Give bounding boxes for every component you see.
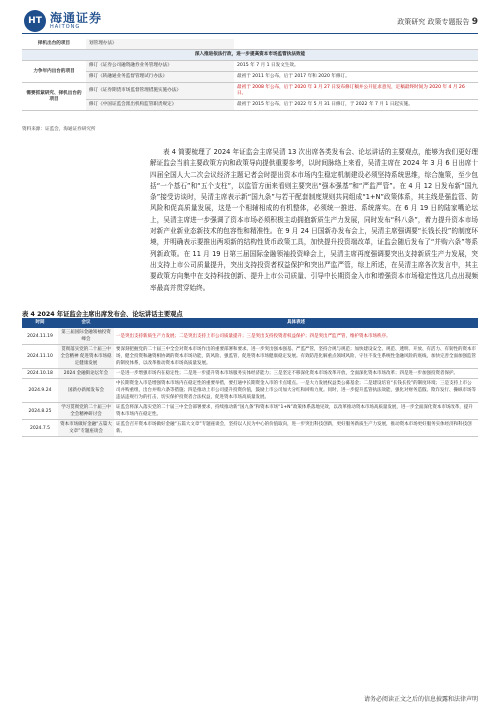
footer-disclaimer: 请务必阅读正文之后的信息披露和法律声明: [363, 696, 478, 703]
row-meeting: 第三届国际金融领袖投资峰会: [58, 328, 114, 345]
table-row: [22, 39, 478, 50]
section-row: [22, 50, 478, 61]
logo-cn: 海通证券: [50, 11, 103, 25]
row-label: 择机出台的项目: [22, 39, 86, 50]
category-label: 政策研究 政策专题报告: [397, 18, 470, 26]
row-date: 2024.11.19: [22, 328, 58, 345]
table-row: [22, 369, 478, 379]
row-date: 2024.10.18: [22, 369, 58, 379]
body-paragraph: 表 4 简要梳理了 2024 年证监会主席吴清 13 次出席各类发布会、论坛讲话的主要观点，能够为我们更好理解证监会当前主要政策方向和政策导向提供重要参考，以时间脉络上来看，吴清主席在 2024 年 3 月 6 日出席十四届全国人大二次会议经济主题记者会时提出资本市场内生稳定机制建设必须坚持系统思维，综合施策，至少包括“一个基石”和“五个支柱”，以监管方面来看则主要突出“强本强基”和“严监严管”。在 4 月 12 日发布新“国九条”接受访谈时，吴清主席表示新“国九条”与若干配套制度规则共同组成“1+N”政策体系，其主线是强监管、防风险和促高质量发展，这是一个相辅相成的有机整体，必须统一推进、系统落实。在 6 月 19 日的陆家嘴论坛上，吴清主席进一步强调了资本市场必须积极主动拥抱新质生产力发展，同时发布“科八条”，着力提升资本市场对新产业新业态新技术的包容性和精准性。在 9 月 24 日国新办发布会上，吴清主席强调要“长钱长投”的制度环境，并明确表示要推出两项新的结构性货币政策工具，加快提升投资端改革，证监会随后发布了“并购六条”等系列新政策。在 11 月 19 日第三届国际金融领袖投资峰会上，吴清主席再度强调要突出支持新质生产力发展，突出支持上市公司质量提升，突出支持投资者权益保护和突出严监严管，综上所述，在吴清主席各次发言中，其主要政策方向集中在支持科技创新、提升上市公司质量、引导中长期资金入市和增强资本市场稳定性这几点出现频率最高并贯穿始终。: [150, 148, 478, 292]
row-meeting: 贯彻落实党的二十届三中全会精神 促进资本市场稳定健康发展: [58, 345, 114, 369]
page-number: 9: [471, 17, 478, 27]
row-item: 划管理办法》: [86, 39, 234, 50]
logo: [24, 10, 102, 32]
table-row: [22, 72, 478, 83]
row-date: 2024.8.25: [22, 403, 58, 420]
page-header: [0, 0, 500, 40]
row-detail: 最初于 2011 年公布，后于 2017 年和 2020 年修订。: [234, 72, 478, 83]
row-text: 要深刻把握党的二十届三中全会对资本市场作出的重要部署和要求。进一步突出强本强基、严监严管，坚持合规与规范；加快建设安全、规范、透明、开放、有活力、有韧性的资本市场，健全投资和融资相协调的资本市场功能，防风险、强监管，促进资本市场健康稳定发展。有效防范化解重点领域风险，守住不发生系统性金融风险的底线，加快完善全面加强监管的制度体系，以改革推动资本市场高质量发展。: [114, 345, 478, 369]
table-caption: 表 4 2024 年证监会主席出席发布会、论坛讲话主要观点: [22, 311, 183, 318]
table-row: [22, 83, 478, 100]
logo-icon: HT: [24, 10, 46, 32]
row-item: 修订《转融通业务监督管理试行办法》: [86, 72, 234, 83]
table-row: [22, 328, 478, 345]
row-item: 修订《证券公司融资融券业务管理办法》: [86, 61, 234, 72]
row-meeting: 国新办新闻发布会: [58, 379, 114, 403]
table-source: 资料来源：证监会，海通证券研究所: [22, 127, 96, 132]
regulation-table: [22, 39, 478, 111]
row-meeting: 学习贯彻党的二十届三中全会精神研讨会: [58, 403, 114, 420]
row-item: 修订《证券期货市场监督管理措施实施办法》: [86, 83, 234, 100]
header-divider: [22, 33, 478, 34]
row-date: 2024.9.24: [22, 379, 58, 403]
row-detail: 最初于 2015 年公布，后于 2022 年 5 月 31 日修订，于 2022 年 7 月 1 日起实施。: [234, 100, 478, 111]
row-detail: 最初于 2008 年公布，后于 2020 年 3 月 27 日发布修订稿并公开征求意见，定稿最终时间为 2020 年 4 月 26 日。: [234, 83, 478, 100]
row-text: 证监会召开资本市场做好金融“五篇大文章”专题座谈会，坚持以人民为中心的价值取向，进一步突出科技创新，更好服务新质生产力发展，推动资本市场更好服务实体经济和科技创新。: [114, 420, 478, 437]
col-header-date: 时间: [22, 318, 58, 328]
row-label: 力争年内出台的项目: [22, 61, 86, 83]
logo-en: HAITONG: [50, 24, 81, 30]
table-row: [22, 403, 478, 420]
table-row: [22, 420, 478, 437]
row-text: 一是突出支持新质生产力发展；二是突出支持上市公司质量提升；三是突出支持投资者权益保护；四是突出严监严管，维护资本市场秩序。: [114, 328, 478, 345]
table-header-row: [22, 318, 478, 328]
col-header-text: 具体表述: [114, 318, 478, 328]
table-row: [22, 379, 478, 403]
row-text: 一是进一步增强市场内在稳定性；二是进一步提升资本市场服务实体经济能力；三是坚定不移深化资本市场改革开放，全面深化资本市场改革；四是进一步加强投资者保护。: [114, 369, 478, 379]
row-item: 修订《中国证监会派出机构监管职责规定》: [86, 100, 234, 111]
speech-table: [22, 318, 478, 437]
table-row: [22, 100, 478, 111]
table-row: [22, 345, 478, 369]
row-label: 需要抓紧研究、择机出台的项目: [22, 83, 86, 111]
row-detail: 2015 年 7 月 1 日发文生效。: [234, 61, 478, 72]
section-title: 深入推进依法行政，进一步提高资本市场监管执法效能: [22, 50, 478, 61]
header-category: [397, 17, 478, 27]
row-meeting: 2024 金融街论坛年会: [58, 369, 114, 379]
col-header-meeting: 会议: [58, 318, 114, 328]
row-text: 中长期资金入市是增强资本市场内在稳定性的重要举措，要打通中长期资金入市的卡点堵点。一是大力发展权益类公募基金；二是建设培育“长钱长投”的制度环境；三是支持上市公司并购重组，出台并购六条等措施；四是推动上市公司提升投资价值，鼓励上市公司加大分红和回购力度。同时，进一步提升监管执法效能，强化对财务造假、欺诈发行、操纵市场等违法违规行为的打击，切实保护投资者合法权益，促进资本市场高质量发展。: [114, 379, 478, 403]
row-text: 证监会将深入落实党的二十届三中全会部署要求，持续推动新“国九条”和资本市场“1+N”政策体系落地见效，以改革推动资本市场高质量发展，进一步全面深化资本市场改革，提升资本市场内在稳定性。: [114, 403, 478, 420]
row-date: 2024.7.5: [22, 420, 58, 437]
row-meeting: 资本市场做好金融“五篇大文章”专题座谈会: [58, 420, 114, 437]
row-date: 2024.11.10: [22, 345, 58, 369]
row-detail: [234, 39, 478, 50]
table-row: [22, 61, 478, 72]
